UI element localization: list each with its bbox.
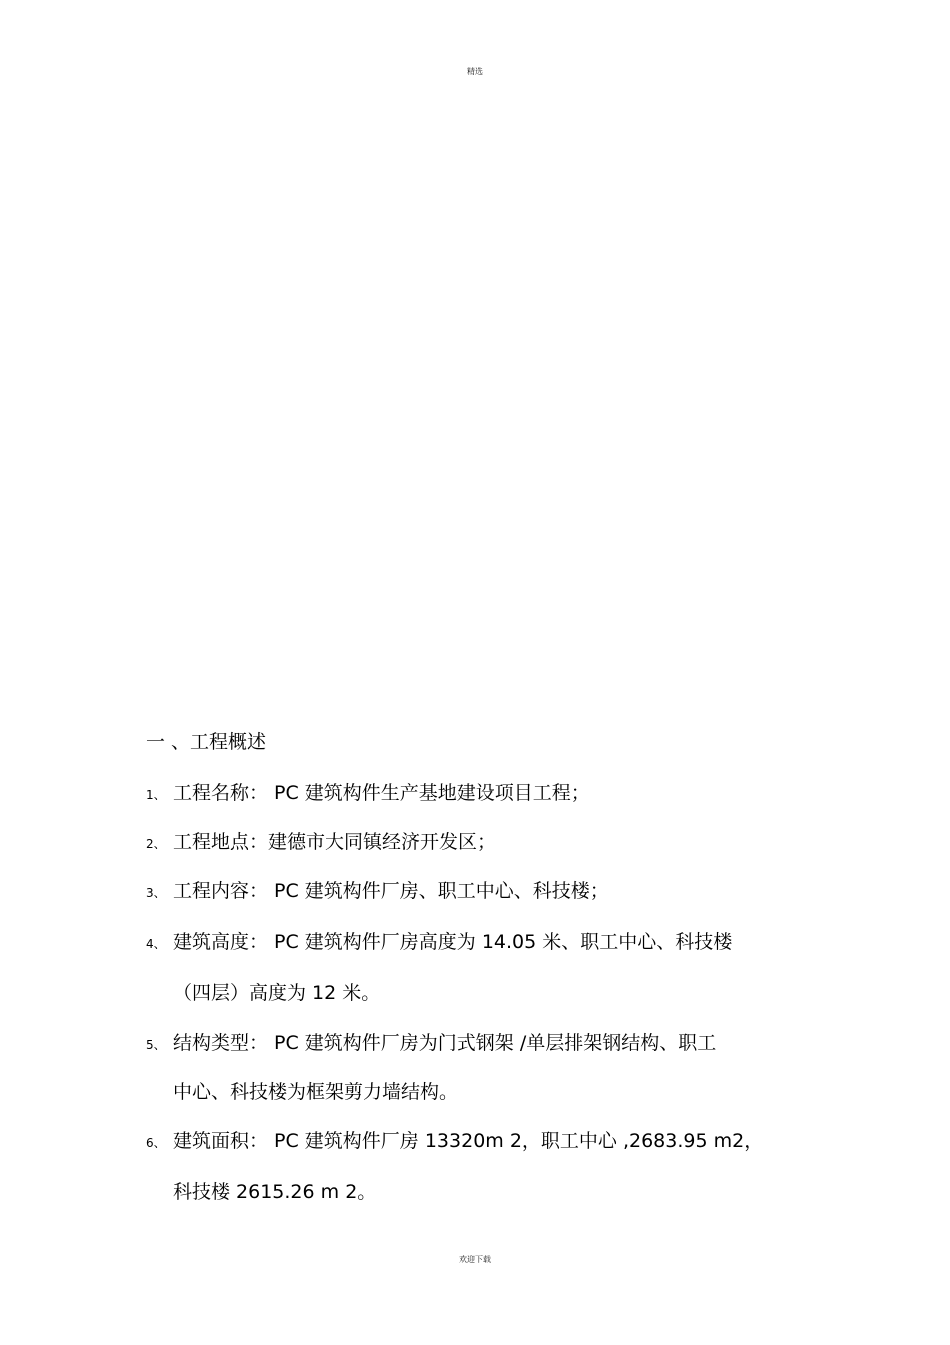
item-text: 建筑高度： PC 建筑构件厂房高度为 14.05 米、职工中心、科技楼 (173, 931, 733, 953)
list-item (146, 828, 496, 858)
item-text: 建筑面积： PC 建筑构件厂房 13320m 2，职工中心 ,2683.95 m2， (173, 1130, 764, 1152)
item-number: 4、 (146, 937, 166, 951)
section-title: 一 、工程概述 (146, 731, 267, 753)
item-text: 工程内容： PC 建筑构件厂房、职工中心、科技楼； (173, 880, 609, 902)
item-number: 2、 (146, 837, 166, 851)
list-item (146, 779, 590, 809)
header-watermark: 精选 (467, 67, 483, 76)
item-number: 6、 (146, 1136, 166, 1150)
list-item (146, 1029, 716, 1059)
list-item (146, 877, 609, 907)
item-number: 1、 (146, 788, 166, 802)
list-item (146, 1127, 763, 1157)
footer-watermark: 欢迎下载 (459, 1255, 491, 1264)
list-item (146, 928, 732, 958)
item-text: 结构类型： PC 建筑构件厂房为门式钢架 /单层排架钢结构、职工 (173, 1032, 717, 1054)
item-text: 工程地点：建德市大同镇经济开发区； (173, 831, 497, 853)
item-number: 3、 (146, 886, 166, 900)
item-text-continuation: （四层）高度为 12 米。 (173, 982, 381, 1004)
item-number: 5、 (146, 1038, 166, 1052)
item-text-continuation: 科技楼 2615.26 m 2。 (173, 1181, 377, 1203)
item-text-continuation: 中心、科技楼为框架剪力墙结构。 (173, 1081, 459, 1103)
item-text: 工程名称： PC 建筑构件生产基地建设项目工程； (173, 782, 590, 804)
